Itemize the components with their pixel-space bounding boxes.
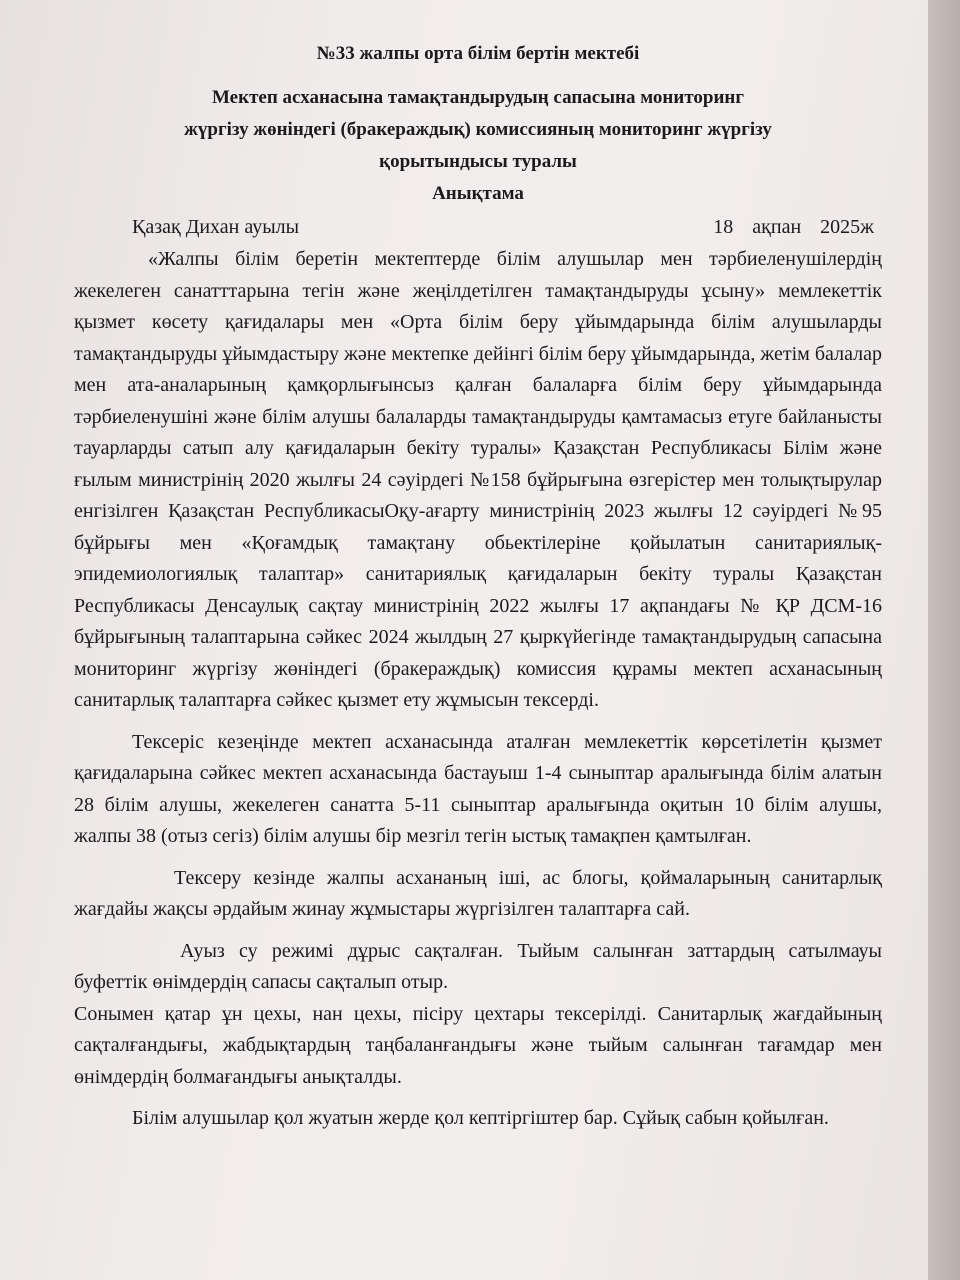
heading-line-1: Мектеп асханасына тамақтандырудың сапасына мониторинг (212, 87, 744, 108)
place-date-row (74, 212, 882, 242)
document-body (74, 38, 882, 1135)
heading-line-2: жүргізу жөніндегі (бракераждық) комиссияның мониторинг жүргізу (184, 119, 772, 140)
heading-line-4: Анықтама (432, 183, 524, 204)
date-text: 18 ақпан 2025ж (713, 216, 874, 238)
paragraph-4: Ауыз су режимі дұрыс сақталған. Тыйым салынған заттардың сатылмауы буфеттік өнімдердің сапасы сақталып отыр. (74, 939, 882, 993)
paragraph-1: «Жалпы білім беретін мектептерде білім алушылар мен тәрбиеленушілердің жекелеген санатттарына тегін және жеңілдетілген тамақтандыруды ұсыну» мемлекеттік қызмет көсету қағидалары мен «Орта білім беру ұйымдарында білім алушыларды тамақтандыруды ұйымдастыру және мектепке дейінгі білім беру ұйымдарында, жетім балалар мен ата-аналарының қамқорлығынсыз қалған балаларға білім беру ұйымдарында тәрбиеленушіні және білім алушы балаларды тамақтандыруды қамтамасыз етуге байланысты тауарларды сатып алу қағидаларын бекіту туралы» Қазақстан Республикасы Білім және ғылым министрінің 2020 жылғы 24 сәуірдегі №158 бұйрығына өзгерістер мен толықтырулар енгізілген Қазақстан РеспубликасыОқу-ағарту министрінің 2023 жылғы 12 сәуірдегі №95 бұйрығы мен «Қоғамдық тамақтану обьектілеріне қойылатын санитариялық-эпидемиологиялық талаптар» санитариялық қағидаларын бекіту туралы Қазақстан Республикасы Денсаулық сақтау министрінің 2022 жылғы 17 ақпандағы № ҚР ДСМ-16 бұйрығының талаптарына сәйкес 2024 жылдың 27 қыркүйегінде тамақтандырудың сапасына мониторинг жүргізу жөніндегі (бракераждық) комиссия құрамы мектеп асханасының санитарлық талаптарға сәйкес қызмет ету жұмысын тексерді. (74, 248, 882, 711)
paragraph-6: Білім алушылар қол жуатын жерде қол кептіргіштер бар. Сұйық сабын қойылған. (132, 1107, 829, 1129)
school-title: №33 жалпы орта білім бертін мектебі (316, 43, 640, 64)
paragraph-2: Тексеріс кезеңінде мектеп асханасында аталған мемлекеттік көрсетілетін қызмет қағидаларына сәйкес мектеп асханасында бастауыш 1-4 сыныптар аралығында білім алатын 28 білім алушы, жекелеген санатта 5-11 сыныптар аралығында оқитын 10 білім алушы, жалпы 38 (отыз сегіз) білім алушы бір мезгіл тегін ыстық тамақпен қамтылған. (74, 730, 882, 847)
place-text: Қазақ Дихан ауылы (132, 216, 300, 238)
document-heading (74, 82, 882, 210)
page-edge-shadow (928, 0, 960, 1280)
heading-line-3: қорытындысы туралы (379, 151, 577, 172)
paragraph-3: Тексеру кезінде жалпы асхананың іші, ас блогы, қоймаларының санитарлық жағдайы жақсы әрдайым жинау жұмыстары жүргізілген талаптарға сай. (74, 866, 882, 920)
paragraph-5: Сонымен қатар ұн цехы, нан цехы, пісіру цехтары тексерілді. Санитарлық жағдайының сақталғандығы, жабдықтардың таңбаланғандығы және тыйым салынған тағамдар мен өнімдердің болмағандығы анықталды. (74, 1002, 882, 1088)
